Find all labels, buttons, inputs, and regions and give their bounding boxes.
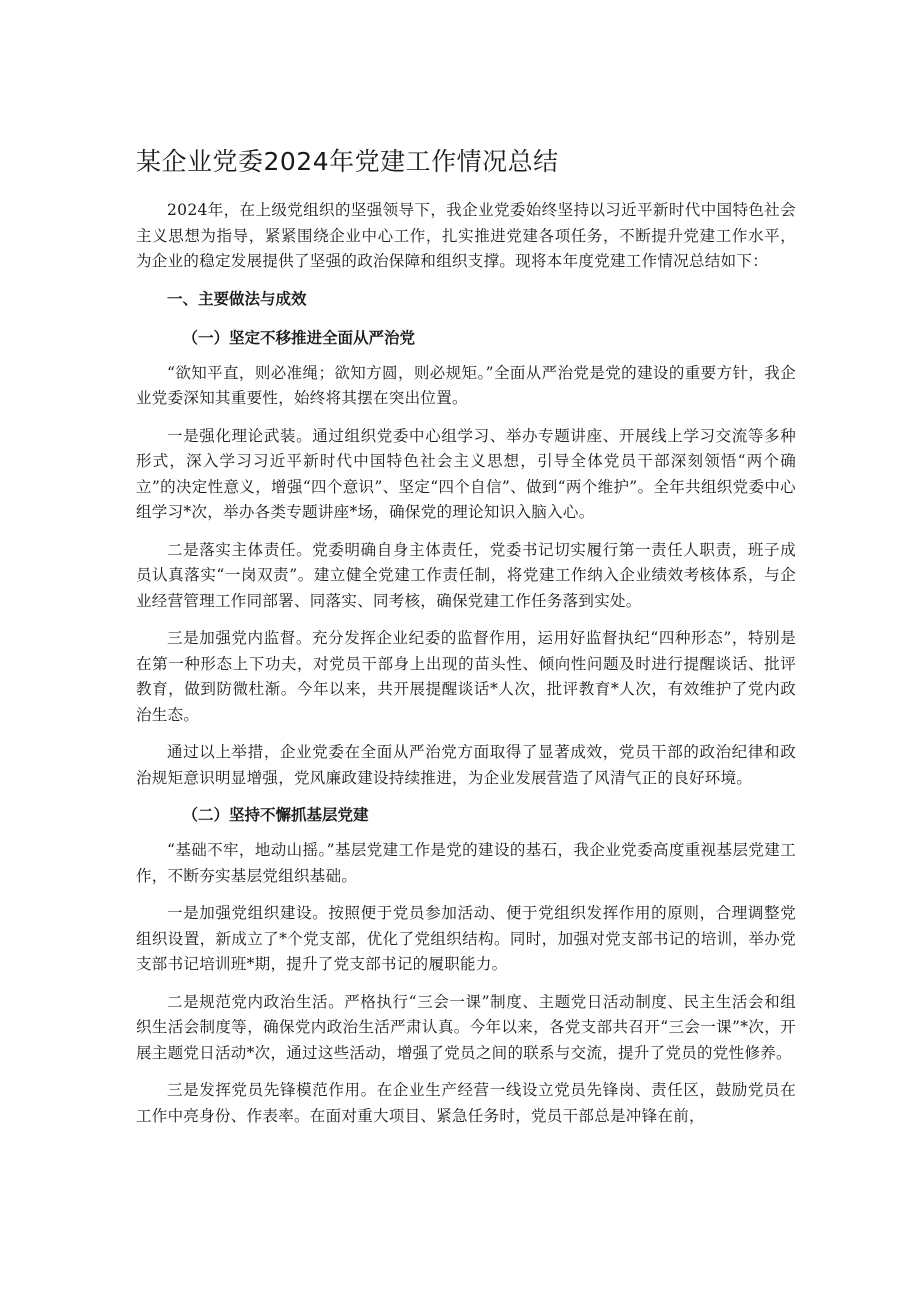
paragraph: 二是落实主体责任。党委明确自身主体责任，党委书记切实履行第一责任人职责，班子成员认真落实“一岗双责”。建立健全党建工作责任制，将党建工作纳入企业绩效考核体系，与企业经营管理工作同部署、同落实、同考核，确保党建工作任务落到实处。 <box>136 540 796 610</box>
document-body <box>136 198 796 1141</box>
section-heading-main-practices: 一、主要做法与成效 <box>167 289 307 308</box>
paragraph: 三是加强党内监督。充分发挥企业纪委的监督作用，运用好监督执纪“四种形态”，特别是在第一种形态上下功夫，对党员干部身上出现的苗头性、倾向性问题及时进行提醒谈话、批评教育，做到防微杜渐。今年以来，共开展提醒谈话*人次，批评教育*人次，有效维护了党内政治生态。 <box>136 629 796 724</box>
paragraph: 一是强化理论武装。通过组织党委中心组学习、举办专题讲座、开展线上学习交流等多种形式，深入学习习近平新时代中国特色社会主义思想，引导全体党员干部深刻领悟“两个确立”的决定性意义，增强“四个意识”、坚定“四个自信”、做到“两个维护”。全年共组织党委中心组学习*次，举办各类专题讲座*场，确保党的理论知识入脑入心。 <box>136 426 796 521</box>
paragraph: 二是规范党内政治生活。严格执行“三会一课”制度、主题党日活动制度、民主生活会和组织生活会制度等，确保党内政治生活严肃认真。今年以来，各党支部共召开“三会一课”*次，开展主题党日活动*次，通过这些活动，增强了党员之间的联系与交流，提升了党员的党性修养。 <box>136 992 796 1062</box>
paragraph: 一是加强党组织建设。按照便于党员参加活动、便于党组织发挥作用的原则，合理调整党组织设置，新成立了*个党支部，优化了党组织结构。同时，加强对党支部书记的培训，举办党支部书记培训班*期，提升了党支部书记的履职能力。 <box>136 904 796 973</box>
paragraph: 三是发挥党员先锋模范作用。在企业生产经营一线设立党员先锋岗、责任区，鼓励党员在工作中亮身份、作表率。在面对重大项目、紧急任务时，党员干部总是冲锋在前， <box>136 1081 796 1125</box>
paragraph: “基础不牢，地动山摇。”基层党建工作是党的建设的基石，我企业党委高度重视基层党建工作，不断夯实基层党组织基础。 <box>136 841 796 885</box>
subsection-heading-strict-governance: （一）坚定不移推进全面从严治党 <box>182 328 416 347</box>
paragraph: 通过以上举措，企业党委在全面从严治党方面取得了显著成效，党员干部的政治纪律和政治规矩意识明显增强，党风廉政建设持续推进，为企业发展营造了风清气正的良好环境。 <box>136 743 796 787</box>
subsection-heading-grassroots-party-building: （二）坚持不懈抓基层党建 <box>182 806 369 824</box>
paragraph: “欲知平直，则必准绳；欲知方圆，则必规矩。”全面从严治党是党的建设的重要方针，我企业党委深知其重要性，始终将其摆在突出位置。 <box>136 363 796 407</box>
document-title: 某企业党委2024年党建工作情况总结 <box>136 147 559 176</box>
intro-paragraph: 2024年，在上级党组织的坚强领导下，我企业党委始终坚持以习近平新时代中国特色社会主义思想为指导，紧紧围绕企业中心工作，扎实推进党建各项任务，不断提升党建工作水平，为企业的稳定发展提供了坚强的政治保障和组织支撑。现将本年度党建工作情况总结如下： <box>136 201 796 270</box>
